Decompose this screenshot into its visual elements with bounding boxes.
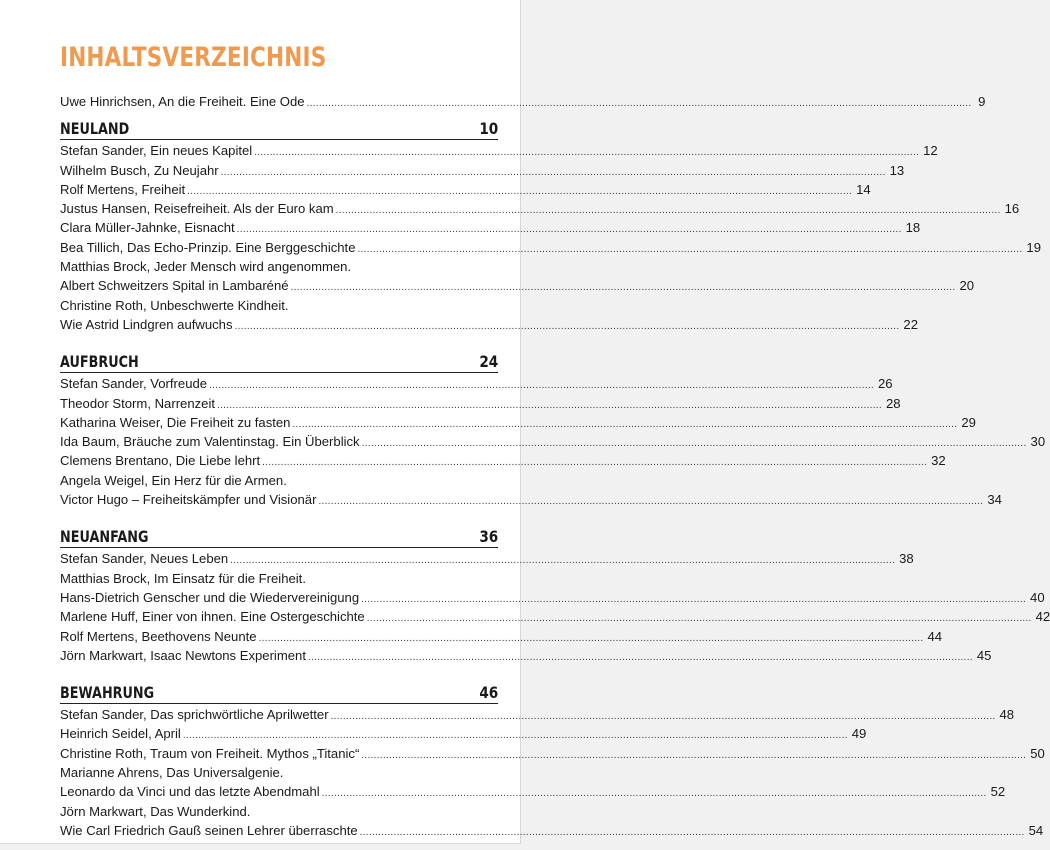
- toc-entry: [60, 276, 975, 295]
- toc-entry: [60, 549, 914, 568]
- toc-section-neuanfang: [60, 523, 1050, 665]
- section-heading: [60, 523, 498, 548]
- dot-leader: [291, 278, 956, 297]
- dot-leader: [336, 201, 1001, 220]
- toc-entry-title: Wilhelm Busch, Zu Neujahr: [60, 162, 219, 178]
- toc-entry-page: 28: [885, 395, 901, 411]
- toc-entry-page: 34: [987, 492, 1002, 508]
- toc-entry-page: 12: [923, 143, 938, 159]
- toc-entry-page: 42: [1035, 609, 1050, 625]
- toc-entry-title: Clemens Brentano, Die Liebe lehrt: [60, 453, 261, 469]
- toc-entry-title: Heinrich Seidel, April: [60, 726, 181, 742]
- toc-entry-title: Christine Roth, Unbeschwerte Kindheit.: [60, 297, 289, 313]
- toc-entry: [60, 607, 1050, 626]
- toc-entry-page: 40: [1030, 589, 1045, 605]
- table-of-contents: [60, 92, 1050, 840]
- toc-entry-title: Christine Roth, Traum von Freiheit. Mythos „Titanic“: [60, 745, 360, 761]
- dot-leader: [360, 823, 1025, 842]
- toc-entry-title: Leonardo da Vinci und das letzte Abendmahl: [60, 784, 320, 800]
- toc-entry: [60, 315, 918, 334]
- dot-leader: [230, 551, 895, 570]
- dot-leader: [357, 240, 1022, 259]
- toc-entry-page: 18: [905, 220, 921, 236]
- dot-leader: [254, 143, 919, 162]
- toc-entry: [60, 432, 1046, 451]
- toc-entry: [60, 646, 992, 665]
- toc-entry: [60, 141, 938, 160]
- toc-entry: [60, 490, 1002, 509]
- toc-entry-title: Marianne Ahrens, Das Universalgenie.: [60, 765, 284, 781]
- toc-entry-title: Angela Weigel, Ein Herz für die Armen.: [60, 472, 287, 488]
- toc-entry-page: 19: [1026, 239, 1041, 255]
- toc-entry-page: 30: [1030, 434, 1046, 450]
- toc-entry-title: Rolf Mertens, Freiheit: [60, 181, 186, 197]
- toc-entry: [60, 471, 498, 490]
- toc-entry: [60, 451, 946, 470]
- toc-entry-title: Wie Astrid Lindgren aufwuchs: [60, 316, 233, 332]
- toc-entry-title: Marlene Huff, Einer von ihnen. Eine Ostergeschichte: [60, 609, 365, 625]
- section-page: 46: [479, 683, 498, 703]
- section-heading: [60, 348, 498, 373]
- toc-entry-title: Stefan Sander, Vorfreude: [60, 376, 208, 392]
- section-page: 10: [479, 119, 498, 139]
- toc-entry: [60, 705, 1015, 724]
- section-heading: [60, 679, 498, 704]
- toc-entry-title: Katharina Weiser, Die Freiheit zu fasten: [60, 414, 291, 430]
- dot-leader: [235, 317, 900, 336]
- toc-entry: [60, 627, 943, 646]
- toc-entry-title: Theodor Storm, Narrenzeit: [60, 395, 216, 411]
- dot-leader: [361, 590, 1026, 609]
- dot-leader: [259, 629, 924, 648]
- toc-entry-page: 13: [889, 162, 905, 178]
- toc-entry-page: 45: [976, 647, 992, 663]
- toc-entry-title: Victor Hugo – Freiheitskämpfer und Visionär: [60, 492, 317, 508]
- toc-entry-title: Jörn Markwart, Das Wunderkind.: [60, 803, 251, 819]
- toc-section-neuland: [60, 115, 1041, 334]
- dot-leader: [331, 707, 996, 726]
- toc-entry: [60, 218, 921, 237]
- toc-entry-intro: [60, 92, 986, 111]
- toc-section-aufbruch: [60, 348, 1046, 509]
- toc-entry-page: 14: [856, 181, 871, 197]
- toc-entry: [60, 257, 498, 276]
- dot-leader: [307, 94, 972, 113]
- toc-entry-title: Stefan Sander, Neues Leben: [60, 551, 229, 567]
- toc-entry: [60, 238, 1041, 257]
- section-title: NEUANFANG: [60, 527, 149, 547]
- toc-entry-title: Matthias Brock, Jeder Mensch wird angenommen.: [60, 259, 352, 275]
- toc-entry: [60, 296, 498, 315]
- dot-leader: [362, 434, 1027, 453]
- toc-entry: [60, 724, 867, 743]
- toc-entry: [60, 569, 498, 588]
- toc-entry-page: 22: [903, 316, 918, 332]
- toc-entry: [60, 374, 893, 393]
- toc-entry-title: Hans-Dietrich Genscher und die Wiedervereinigung: [60, 589, 360, 605]
- toc-entry: [60, 180, 871, 199]
- dot-leader: [221, 163, 886, 182]
- toc-entry-page: 49: [851, 726, 867, 742]
- toc-entry-page: 29: [961, 414, 976, 430]
- section-title: NEULAND: [60, 119, 130, 139]
- toc-entry: [60, 802, 498, 821]
- dot-leader: [308, 648, 973, 667]
- toc-entry-title: Justus Hansen, Reisefreiheit. Als der Euro kam: [60, 201, 334, 217]
- toc-entry-title: Bea Tillich, Das Echo-Prinzip. Eine Berggeschichte: [60, 239, 356, 255]
- toc-entry-title: Wie Carl Friedrich Gauß seinen Lehrer überraschte: [60, 822, 358, 838]
- toc-entry-page: 20: [959, 278, 975, 294]
- dot-leader: [292, 415, 957, 434]
- toc-entry-title: Jörn Markwart, Isaac Newtons Experiment: [60, 647, 306, 663]
- dot-leader: [262, 453, 927, 472]
- toc-entry-title: Clara Müller-Jahnke, Eisnacht: [60, 220, 235, 236]
- toc-entry-page: 48: [999, 707, 1015, 723]
- toc-entry-page: 9: [978, 94, 986, 109]
- toc-entry: [60, 763, 498, 782]
- section-title: AUFBRUCH: [60, 352, 139, 372]
- toc-entry: [60, 161, 905, 180]
- toc-entry-page: 32: [931, 453, 946, 469]
- section-heading: [60, 115, 498, 140]
- toc-entry-page: 44: [927, 628, 943, 644]
- toc-entry-page: 50: [1030, 745, 1045, 761]
- toc-entry-title: Albert Schweitzers Spital in Lambaréné: [60, 278, 289, 294]
- toc-entry-page: 52: [990, 784, 1006, 800]
- section-page: 24: [479, 352, 498, 372]
- toc-entry: [60, 394, 901, 413]
- toc-entry-title: Ida Baum, Bräuche zum Valentinstag. Ein Überblick: [60, 434, 360, 450]
- toc-entry: [60, 199, 1020, 218]
- toc-sections: [60, 115, 1050, 840]
- page-title: INHALTSVERZEICHNIS: [60, 42, 327, 73]
- toc-entry-title: Uwe Hinrichsen, An die Freiheit. Eine Ode: [60, 94, 305, 109]
- toc-entry: [60, 782, 1006, 801]
- toc-entry-title: Matthias Brock, Im Einsatz für die Freiheit.: [60, 570, 306, 586]
- toc-entry-page: 38: [899, 551, 914, 567]
- dot-leader: [217, 396, 882, 415]
- toc-entry: [60, 588, 1045, 607]
- dot-leader: [361, 746, 1026, 765]
- toc-entry: [60, 821, 1044, 840]
- toc-entry-page: 54: [1028, 822, 1044, 838]
- toc-entry: [60, 744, 1045, 763]
- toc-entry-page: 26: [877, 376, 893, 392]
- dot-leader: [209, 376, 874, 395]
- toc-entry: [60, 413, 976, 432]
- toc-entry-title: Rolf Mertens, Beethovens Neunte: [60, 628, 257, 644]
- dot-leader: [322, 784, 987, 803]
- section-page: 36: [479, 527, 498, 547]
- section-title: BEWAHRUNG: [60, 683, 155, 703]
- dot-leader: [318, 492, 983, 511]
- toc-section-bewahrung: [60, 679, 1045, 840]
- toc-entry-title: Stefan Sander, Ein neues Kapitel: [60, 143, 253, 159]
- toc-entry-title: Stefan Sander, Das sprichwörtliche Aprilwetter: [60, 707, 329, 723]
- toc-entry-page: 16: [1004, 201, 1020, 217]
